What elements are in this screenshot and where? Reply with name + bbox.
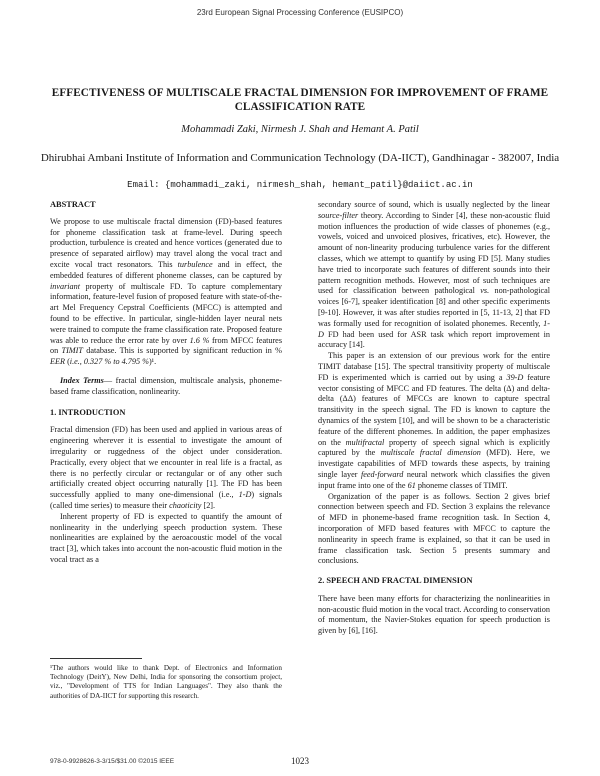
right-paragraph-2: This paper is an extension of our previous work for the entire TIMIT database [15]. The spectral transitivity property of multiscale FD is experimented which is carried out by using a 39-D feature vector consisting of MFCC and FD features. The delta (Δ) and delta-delta (ΔΔ) features of MFCCs are known to capture spectral transitivity in the speech signal. The FD is known to capture the dynamics of the system [10], and will be shown to be a characteristic feature of the different phonemes. In addition, the paper emphasizes on the multifractal property of speech signal which is explicitly captured by the multiscale fractal dimension (MFD). Here, we investigate capabilities of MFD towards these aspects, by training single layer feed-forward neural network which classifies the given input frame into one of the 61 phoneme classes of TIMIT. [318,351,551,490]
right-paragraph-1: secondary source of sound, which is usually neglected by the linear source-filter theory. According to Sinder [4], these non-acoustic fluid motion influences the production of wide classes of phonemes (e.g., vowels, voiced and unvoiced plosives, fricatives, etc). However, the amount of non-linearity producing turbulence varies for the different classes, which we attempt to quantify by using FD [5]. Many studies have tried to incorporate such features of different sounds into their pattern recognition methods. However, most of such techniques are used for classification between pathological vs. non-pathological voices [6-7], speaker identification [8] and other specific experiments [9-10]. However, it was after studies reported in [5, 11-13, 2] that FD was formally used for recognition of isolated phonemes. Recently, 1-D FD had been used for ASR task which report improvement in accuracy [14]. [318,200,551,350]
intro-paragraph-2: Inherent property of FD is expected to quantify the amount of nonlinearity in the underlying speech production system. These nonlinearities are explained by the aeroacoustic model of the vocal tract [3], which takes into account the non-acoustic fluid motion in the vocal tract as a [50,511,282,564]
index-terms: Index Terms— fractal dimension, multiscale analysis, phoneme-based frame classification, nonlinearity. [50,375,282,396]
section-2-paragraph: There have been many efforts for characterizing the nonlinearities in non-acoustic fluid motion in the vocal tract. According to conservation of momentum, the Navier-Stokes equation for speech production is given by [6], [16]. [318,593,550,636]
section-2-heading: 2. SPEECH AND FRACTAL DIMENSION [318,576,473,586]
left-column [50,200,282,566]
paper-authors: Mohammadi Zaki, Nirmesh J. Shah and Hemant A. Patil [181,124,419,135]
conference-header: 23rd European Signal Processing Conference (EUSIPCO) [196,8,404,17]
intro-heading: 1. INTRODUCTION [50,407,126,417]
affiliation: Dhirubhai Ambani Institute of Information and Communication Technology (DA-IICT), Gandhinagar - 382007, India [40,152,560,164]
footer-isbn: 978-0-9928626-3-3/15/$31.00 ©2015 IEEE [50,758,175,765]
footnote-divider [50,658,142,659]
right-paragraph-3: Organization of the paper is as follows. Section 2 gives brief connection between speech and FD. Section 3 explains the relevance of MFD in phoneme-based frame recognition task. In Section 4, incorporation of MFD based features with MFCC to capture the nonlinearity in speech frame is explained, so that it can be used in frame classification task. Section 5 presents summary and conclusions. [318,491,550,566]
abstract-heading: ABSTRACT [50,200,96,209]
paper-title: EFFECTIVENESS OF MULTISCALE FRACTAL DIMENSION FOR IMPROVEMENT OF FRAME CLASSIFICATION RATE [51,87,549,113]
intro-paragraph-1: Fractal dimension (FD) has been used and applied in various areas of engineering wherever it is essential to investigate the amount of irregularity or ruggedness of the object under consideration. Practically, every object that we encounter in real life is a fractal, as there is no perfectly circular or rectangular or of any other such artificially created object occurring naturally [1]. The FD has been successfully applied to many one-dimensional (i.e., 1-D) signals (called time series) to measure their chaoticity [2]. [50,425,282,510]
abstract-text: We propose to use multiscale fractal dimension (FD)-based features for phoneme classification task at frame-level. During speech production, turbulence is created and hence vortices (generated due to presence of separated airflow) may travel along the vocal tract and excite vocal tract resonators. This turbulence and in effect, the embedded features of different phoneme classes, can be captured by invariant property of multiscale FD. To capture complementary information, feature-level fusion of proposed feature with state-of-the-art Mel Frequency Cepstral Coefficients (MFCC) is attempted and found to be effective. In particular, single-hidden layer neural nets were trained to compute the frame classification rate. Proposed feature was able to reduce the error rate by over 1.6 % from MFCC features on TIMIT database. This is supported by significant reduction in % EER (i.e., 0.327 % to 4.795 %)¹. [50,216,283,367]
right-column [318,200,550,637]
page-number: 1023 [291,756,309,766]
footnote: ¹The authors would like to thank Dept. of Electronics and Information Technology (DeitY), New Delhi, India for sponsoring the consortium project, viz., "Development of TTS for Indian Languages". They also thank the authorities of DA-IICT for supporting this research. [50,664,282,700]
author-emails: Email: {mohammadi_zaki, nirmesh_shah, hemant_patil}@daiict.ac.in [127,180,473,190]
